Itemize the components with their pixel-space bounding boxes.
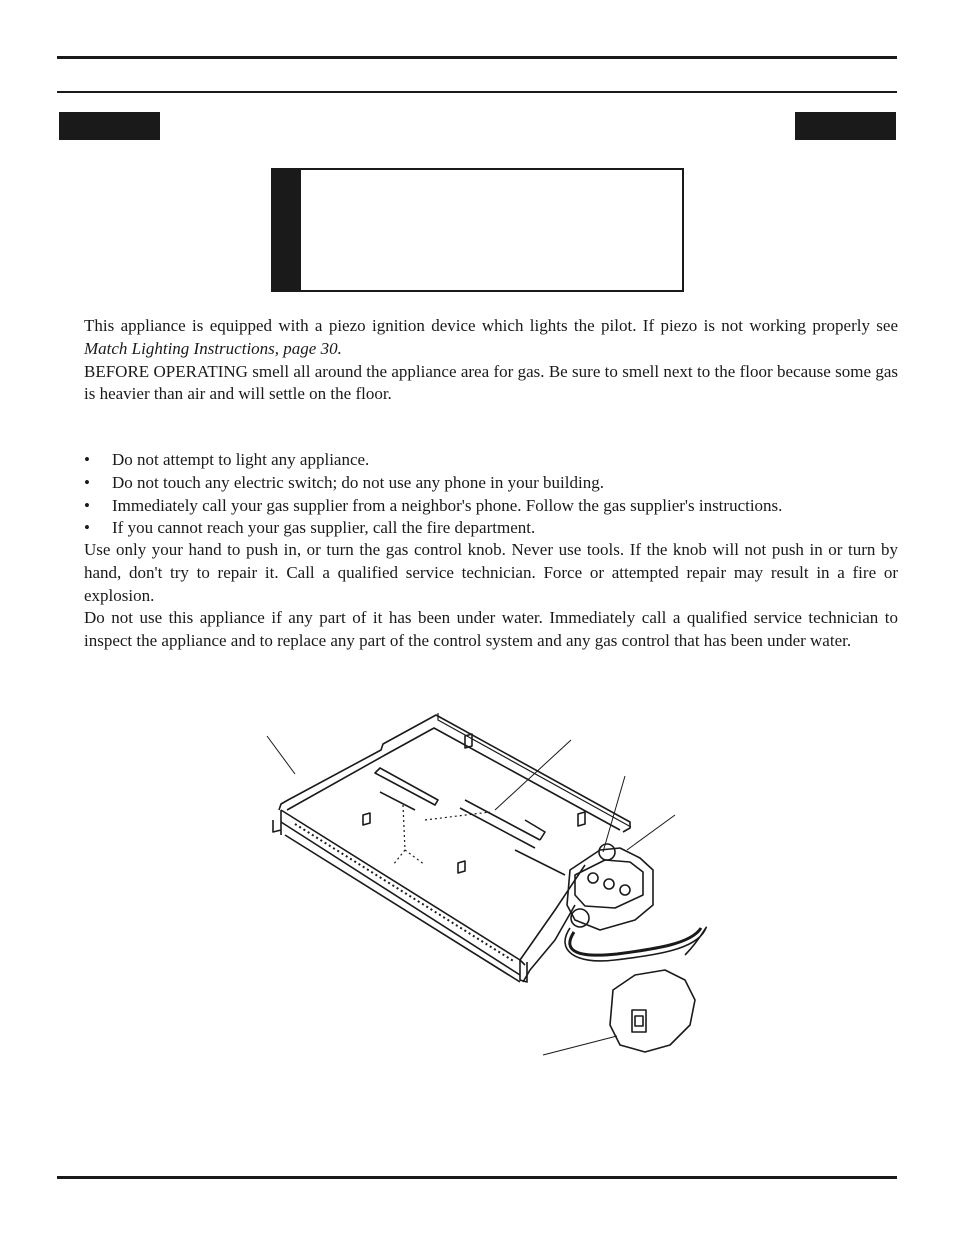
bullet-dot: • [84, 518, 90, 538]
list-item [84, 472, 898, 495]
gas-path-dots [295, 805, 515, 962]
burner-assembly-diagram [255, 700, 715, 1070]
match-lighting-reference: Match Lighting Instructions, page 30. [84, 338, 342, 358]
warning-box-bar [273, 170, 301, 290]
section-tab-right [795, 112, 896, 140]
bullet-dot: • [84, 450, 90, 469]
header-rule-bottom [57, 91, 897, 93]
control-knob-section [84, 539, 898, 653]
warning-box [271, 168, 684, 292]
burner-tray-drawing [267, 713, 706, 1055]
list-item-text: Do not touch any electric switch; do not use any phone in your building. [112, 472, 604, 492]
list-item-text: Immediately call your gas supplier from a neighbor's phone. Follow the gas supplier's instructions. [112, 495, 783, 515]
intro-paragraph-piezo [84, 315, 898, 361]
header-rule-top [57, 56, 897, 59]
list-item-text: Do not attempt to light any appliance. [112, 450, 370, 469]
control-knob-paragraph: Use only your hand to push in, or turn the gas control knob. Never use tools. If the knob will not push in or turn by hand, don't try to repair it. Call a qualified service technician. Force or attempted repair may result in a fire or explosion. [84, 540, 898, 605]
under-water-paragraph: Do not use this appliance if any part of it has been under water. Immediately call a qualified service technician to inspect the appliance and to replace any part of the control system and any gas control that has been under water. [84, 608, 898, 651]
bullet-dot: • [84, 472, 90, 492]
list-item [84, 517, 898, 540]
bullet-dot: • [84, 495, 90, 515]
footer-rule [57, 1176, 897, 1179]
gas-smell-instructions [84, 449, 898, 540]
list-item [84, 449, 898, 472]
section-tab-left [59, 112, 160, 140]
list-item-text: If you cannot reach your gas supplier, call the fire department. [112, 518, 536, 538]
intro-paragraph-before-operating: BEFORE OPERATING smell all around the appliance area for gas. Be sure to smell next to the floor because some gas is heavier than air and will settle on the floor. [84, 361, 898, 404]
intro-text: This appliance is equipped with a piezo ignition device which lights the pilot. If piezo is not working properly see [84, 316, 898, 335]
list-item [84, 495, 898, 518]
intro-section [84, 315, 898, 406]
